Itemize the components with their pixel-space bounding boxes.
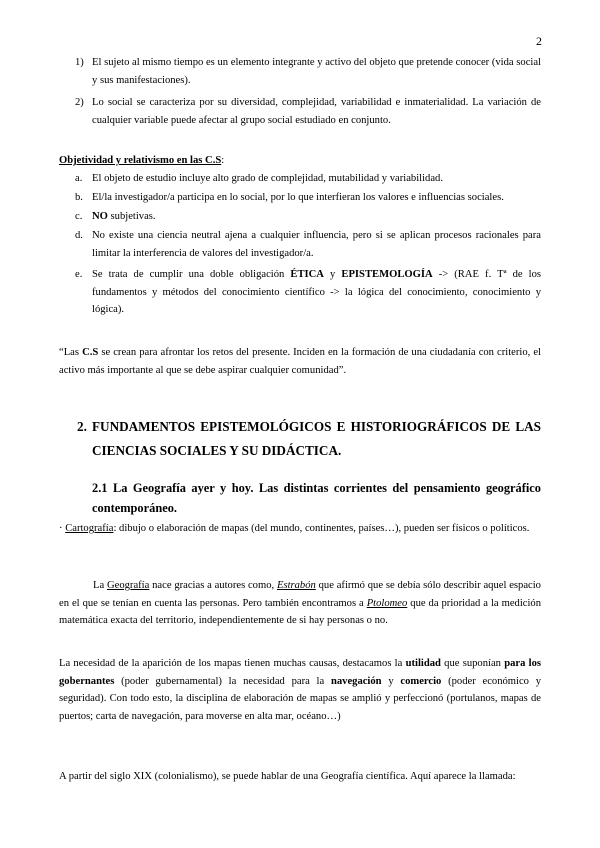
list-marker: 2) <box>75 97 84 108</box>
geografia-paragraph <box>59 577 541 630</box>
text: : dibujo o elaboración de mapas (del mundo, continentes, países…), pueden ser físicos o políticos. <box>113 523 530 534</box>
text: y <box>381 675 401 687</box>
list-marker: d. <box>75 230 83 241</box>
bullet: · <box>59 523 66 534</box>
author-name: Ptolomeo <box>366 597 408 609</box>
text: La necesidad de la aparición de los mapas tienen muchas causas, destacamos la <box>59 658 406 669</box>
text: (poder gubernamental) la necesidad para la <box>114 675 331 687</box>
text: que da prioridad a la medición matemática exacta del territorio, independientemente de si hay personas o no. <box>59 597 541 626</box>
bold-text: comercio <box>400 675 442 687</box>
list-item: El objeto de estudio incluye alto grado de complejidad, mutabilidad y variabilidad. <box>92 173 443 184</box>
text: Se trata de cumplir una doble obligación <box>92 269 291 280</box>
list-marker: 1) <box>75 57 84 68</box>
bold-text: C.S <box>82 347 99 358</box>
list-item <box>92 266 541 319</box>
bold-text: ÉTICA <box>290 269 324 280</box>
subsection-title: 2.1 La Geografía ayer y hoy. Las distintas corrientes del pensamiento geográfico contemporáneo. <box>92 481 541 515</box>
bold-text: EPISTEMOLOGÍA <box>341 269 433 280</box>
objectivity-heading-text: Objetividad y relativismo en las C.S <box>59 155 222 166</box>
list-item: Lo social se caracteriza por su diversidad, complejidad, variabilidad e inmaterialidad. La variación de cualquier variable puede afectar al grupo social estudiado en conjunto. <box>92 97 541 126</box>
list-marker: b. <box>75 192 83 203</box>
bold-text: para los gobernantes <box>59 658 541 687</box>
cartografia-paragraph <box>59 520 541 538</box>
text: subjetivas. <box>107 211 156 222</box>
text: “Las <box>59 347 83 358</box>
bold-text: NO <box>92 211 108 222</box>
text: La <box>93 580 107 591</box>
siglo-paragraph: A partir del siglo XIX (colonialismo), se puede hablar de una Geografía científica. Aquí aparece la llamada: <box>59 771 516 782</box>
list-item: El sujeto al mismo tiempo es un elemento integrante y activo del objeto que pretende conocer (vida social y sus manifestaciones). <box>92 57 541 86</box>
underlined-term: Cartografía <box>65 523 114 534</box>
list-marker: c. <box>75 211 83 222</box>
list-marker: a. <box>75 173 83 184</box>
bold-text: utilidad <box>405 658 441 669</box>
text: que afirmó que se debía sólo describir aquel espacio en el que se tenían en cuenta las personas. Pero también encontramos a <box>59 580 541 609</box>
objectivity-heading <box>59 152 541 170</box>
text: -> (RAE f. Tª de los fundamentos y métodos del conocimiento científico -> la lógica del conocimiento, conocimiento y lógica). <box>92 269 542 315</box>
bold-text: navegación <box>330 675 382 687</box>
list-item <box>92 208 541 226</box>
text: se crean para afrontar los retos del presente. Inciden en la formación de una ciudadanía con criterio, el activo más importante al que se debe aspirar cualquier comunidad”. <box>59 347 541 376</box>
list-item: El/la investigador/a participa en lo social, por lo que interfieran los valores e influencias sociales. <box>92 192 504 203</box>
underlined-term: Geografía <box>106 580 150 591</box>
section-number: 2. <box>77 419 87 434</box>
text: que suponían <box>440 658 505 669</box>
list-marker: e. <box>75 269 83 280</box>
heading-colon: : <box>221 155 225 166</box>
necesidad-paragraph <box>59 655 541 725</box>
text: nace gracias a autores como, <box>149 580 277 591</box>
page-number: 2 <box>536 34 542 48</box>
list-item: No existe una ciencia neutral ajena a cualquier influencia, pero si se aplican procesos racionales para limitar la interferencia de valores del investigador/a. <box>92 230 541 259</box>
section-title: FUNDAMENTOS EPISTEMOLÓGICOS E HISTORIOGRÁFICOS DE LAS CIENCIAS SOCIALES Y SU DIDÁCTICA. <box>92 419 541 458</box>
quote-paragraph <box>59 344 541 379</box>
text: y <box>323 269 342 280</box>
text: (poder económico y seguridad). Con todo esto, la disciplina de elaboración de mapas se amplió y perfeccionó (portulanos, mapas de puertos; carta de navegación, para moverse en alta mar, océano…) <box>59 675 542 722</box>
author-name: Estrabón <box>276 580 316 591</box>
